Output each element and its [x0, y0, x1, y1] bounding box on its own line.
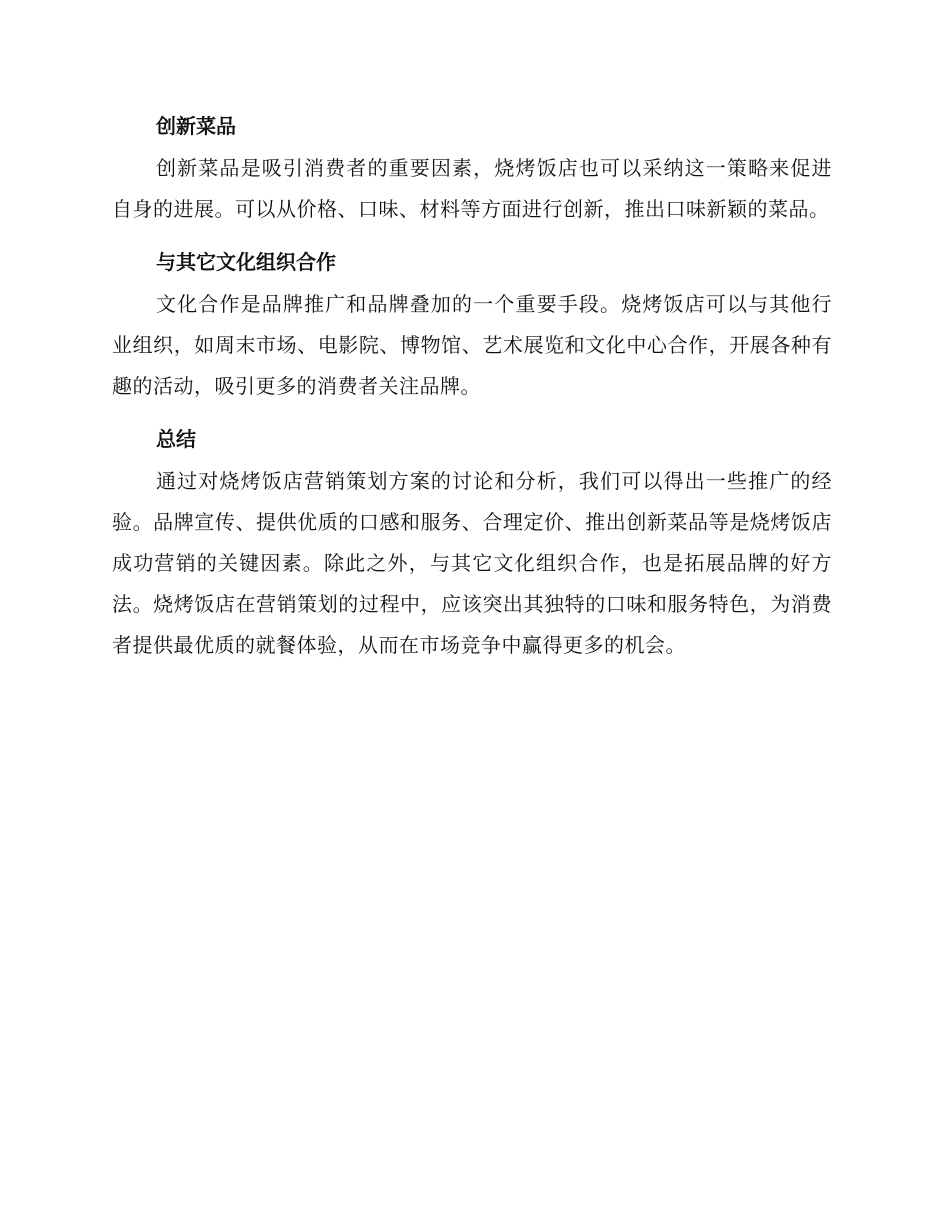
section-summary — [112, 417, 832, 666]
section-paragraph: 通过对烧烤饭店营销策划方案的讨论和分析，我们可以得出一些推广的经验。品牌宣传、提供优质的口感和服务、合理定价、推出创新菜品等是烧烤饭店成功营销的关键因素。除此之外，与其它文化组织合作，也是拓展品牌的好方法。烧烤饭店在营销策划的过程中，应该突出其独特的口味和服务特色，为消费者提供最优质的就餐体验，从而在市场竞争中赢得更多的机会。 — [112, 469, 832, 657]
section-cultural-cooperation — [112, 240, 832, 407]
section-innovative-dishes — [112, 104, 832, 230]
section-heading: 总结 — [156, 427, 196, 451]
section-heading: 创新菜品 — [156, 114, 236, 138]
section-paragraph: 创新菜品是吸引消费者的重要因素，烧烤饭店也可以采纳这一策略来促进自身的进展。可以从价格、口味、材料等方面进行创新，推出口味新颖的菜品。 — [112, 156, 832, 221]
document-content — [112, 104, 832, 676]
section-heading: 与其它文化组织合作 — [156, 250, 336, 274]
section-paragraph: 文化合作是品牌推广和品牌叠加的一个重要手段。烧烤饭店可以与其他行业组织，如周末市场、电影院、博物馆、艺术展览和文化中心合作，开展各种有趣的活动，吸引更多的消费者关注品牌。 — [112, 292, 832, 398]
